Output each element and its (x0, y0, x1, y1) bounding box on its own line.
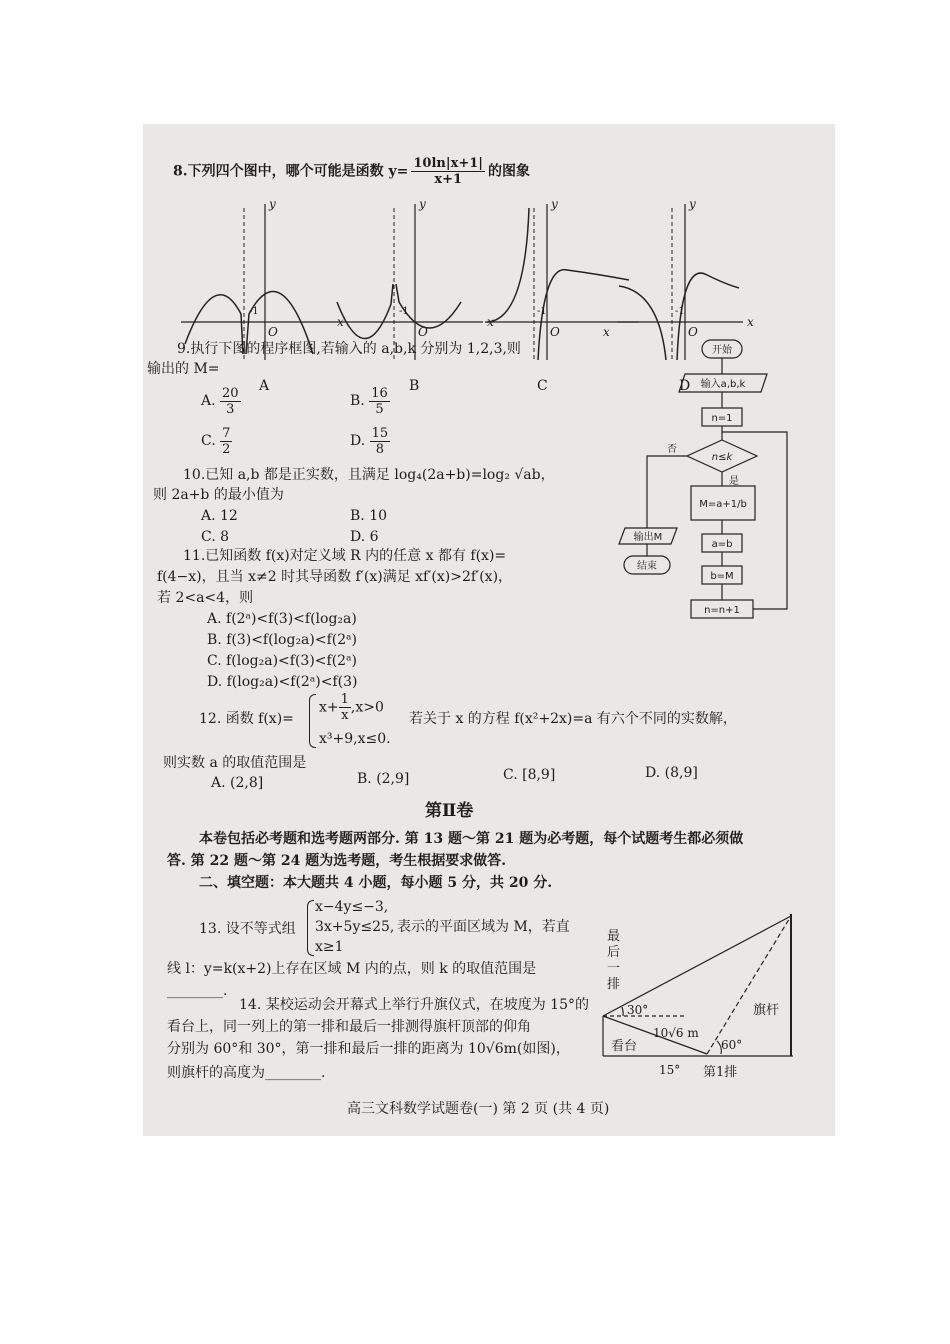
q10-option-d: D. 6 (350, 529, 379, 545)
graph-b-x: x (487, 315, 494, 329)
q11-option-d: D. f(log₂a)<f(2ᵃ)<f(3) (207, 674, 358, 690)
graph-b-origin: O (418, 325, 428, 339)
exam-page (143, 124, 835, 1136)
part2-intro-1: 本卷包括必考题和选考题两部分. 第 13 题～第 21 题为必考题，每个试题考生都必须做 (199, 831, 744, 847)
figure-distance: 10√6 m (653, 1026, 699, 1040)
part2-title: 第Ⅱ卷 (425, 801, 474, 821)
q12-stem-2: 则实数 a 的取值范围是 (163, 755, 307, 771)
graph-d-origin: O (688, 325, 698, 339)
q11-stem-2: f(4−x)，且当 x≠2 时其导函数 f′(x)满足 xf′(x)>2f′(x)， (157, 569, 513, 585)
graph-c-x: x (603, 325, 610, 339)
graph-a-label: A (259, 378, 270, 394)
flowchart-start: 开始 (712, 345, 732, 356)
q9-option-d: D. $\frac{15}{8}$ (350, 425, 389, 457)
figure-last-row-3: 一 (607, 961, 621, 976)
graph-c-minus-one: -1 (537, 306, 547, 317)
graph-a-origin: O (268, 325, 278, 339)
flowchart-no: 否 (667, 444, 677, 455)
q11-stem: 11.已知函数 f(x)对定义域 R 内的任意 x 都有 f(x)= (183, 548, 507, 564)
flowchart-step-a: a=b (711, 539, 733, 550)
graph-a-x: x (337, 315, 344, 329)
graph-c-y: y (551, 197, 558, 211)
fill-in-section-header: 二、填空题：本大题共 4 小题，每小题 5 分，共 20 分. (199, 875, 553, 891)
q13-inequality-3: x≥1 (315, 939, 344, 955)
graph-b-minus-one: -1 (399, 306, 409, 317)
figure-stand: 看台 (611, 1039, 638, 1054)
graph-b-y: y (419, 197, 426, 211)
q12-case-2: x³+9,x≤0. (319, 731, 391, 747)
q12-case-1: x+ $\frac{1}{x}$ ,x>0 (319, 692, 384, 723)
q12-option-c: C. [8,9] (503, 767, 556, 783)
q12-brace (309, 694, 316, 748)
q10-option-c: C. 8 (201, 529, 230, 545)
q10-stem: 10.已知 a,b 都是正实数，且满足 log₄(2a+b)=log₂ √ab， (183, 467, 555, 483)
q10-stem-2: 则 2a+b 的最小值为 (153, 487, 284, 503)
q9-option-a: A. $\frac{20}{3}$ (201, 385, 239, 417)
flowchart-end: 结束 (637, 561, 657, 572)
q14-stem-4: 则旗杆的高度为________. (167, 1065, 326, 1081)
q14-stem-1: 14. 某校运动会开幕式上举行升旗仪式，在坡度为 15°的 (239, 997, 589, 1013)
q13-inequality-2: 3x+5y≤25, (315, 919, 395, 935)
graph-d-x: x (747, 315, 754, 329)
q12-option-b: B. (2,9] (357, 771, 410, 787)
q12-stem-head: 12. 函数 f(x)= (199, 711, 294, 727)
q13-stem-head: 13. 设不等式组 (199, 921, 296, 937)
q11-option-a: A. f(2ᵃ)<f(3)<f(log₂a) (207, 611, 357, 627)
flowchart-condition: n≤k (711, 452, 733, 463)
figure-last-row-2: 后 (607, 945, 621, 960)
figure-angle-60: 60° (721, 1038, 743, 1052)
q10-option-b: B. 10 (350, 508, 388, 524)
program-flowchart (611, 334, 831, 624)
figure-first-row: 第1排 (703, 1065, 738, 1080)
flowchart-output: 输出M (633, 532, 663, 543)
flowchart-input: 输入a,b,k (700, 379, 746, 390)
graph-c-label: C (537, 378, 548, 394)
flowchart-yes: 是 (729, 476, 739, 487)
q9-stem: 9.执行下图的程序框图,若输入的 a,b,k 分别为 1,2,3,则 (177, 341, 521, 357)
flowchart-step-b: b=M (710, 571, 734, 582)
q13-stem-tail: 表示的平面区域为 M，若直 (397, 919, 570, 935)
q14-stem-2: 看台上，同一列上的第一排和最后一排测得旗杆顶部的仰角 (167, 1019, 531, 1035)
graph-b (333, 197, 494, 394)
graph-d-minus-one: -1 (675, 306, 685, 317)
q11-option-b: B. f(3)<f(log₂a)<f(2ᵃ) (207, 632, 358, 648)
figure-last-row-1: 最 (607, 929, 621, 944)
q13-answer-blank: ________. (167, 983, 228, 999)
flowchart-step-m: M=a+1/b (699, 499, 747, 510)
graph-d-y: y (689, 197, 696, 211)
q9-option-b: B. $\frac{16}{5}$ (350, 385, 388, 417)
q13-brace (307, 900, 314, 956)
graph-a-minus-one: -1 (249, 306, 259, 317)
q9-stem-2: 输出的 M= (147, 361, 220, 377)
figure-angle-30: 30° (627, 1003, 649, 1017)
graph-a-y: y (269, 197, 276, 211)
q10-option-a: A. 12 (201, 508, 238, 524)
flowchart-step-n: n=n+1 (704, 605, 740, 616)
q9-option-c: C. $\frac{7}{2}$ (201, 425, 231, 457)
q12-option-a: A. (2,8] (211, 775, 264, 791)
part2-intro-2: 答. 第 22 题～第 24 题为选考题，考生根据要求做答. (167, 853, 507, 869)
page-footer: 高三文科数学试题卷(一) 第 2 页 (共 4 页) (347, 1101, 610, 1117)
flagpole-figure (593, 904, 833, 1084)
q12-option-d: D. (8,9] (645, 765, 698, 781)
flowchart-init: n=1 (711, 413, 733, 424)
q8-stem: 8.下列四个图中，哪个可能是函数 y= $\frac{10\ln|x+1|}{x+1}$ 的图象 (173, 156, 530, 187)
graph-d-label: D (679, 378, 691, 394)
q13-inequality-1: x−4y≤−3, (315, 899, 389, 915)
figure-last-row-4: 排 (607, 977, 621, 992)
graph-c-origin: O (550, 325, 560, 339)
q13-stem-2: 线 l：y=k(x+2)上存在区域 M 内的点，则 k 的取值范围是 (167, 961, 537, 977)
q11-stem-3: 若 2<a<4，则 (157, 590, 254, 606)
q14-stem-3: 分别为 60°和 30°，第一排和最后一排的距离为 10√6m(如图)， (167, 1041, 570, 1057)
graph-b-label: B (409, 378, 420, 394)
figure-flagpole: 旗杆 (753, 1003, 780, 1018)
figure-angle-15: 15° (659, 1063, 681, 1077)
q12-stem-tail: 若关于 x 的方程 f(x²+2x)=a 有六个不同的实数解， (409, 711, 737, 727)
q11-option-c: C. f(log₂a)<f(3)<f(2ᵃ) (207, 653, 357, 669)
